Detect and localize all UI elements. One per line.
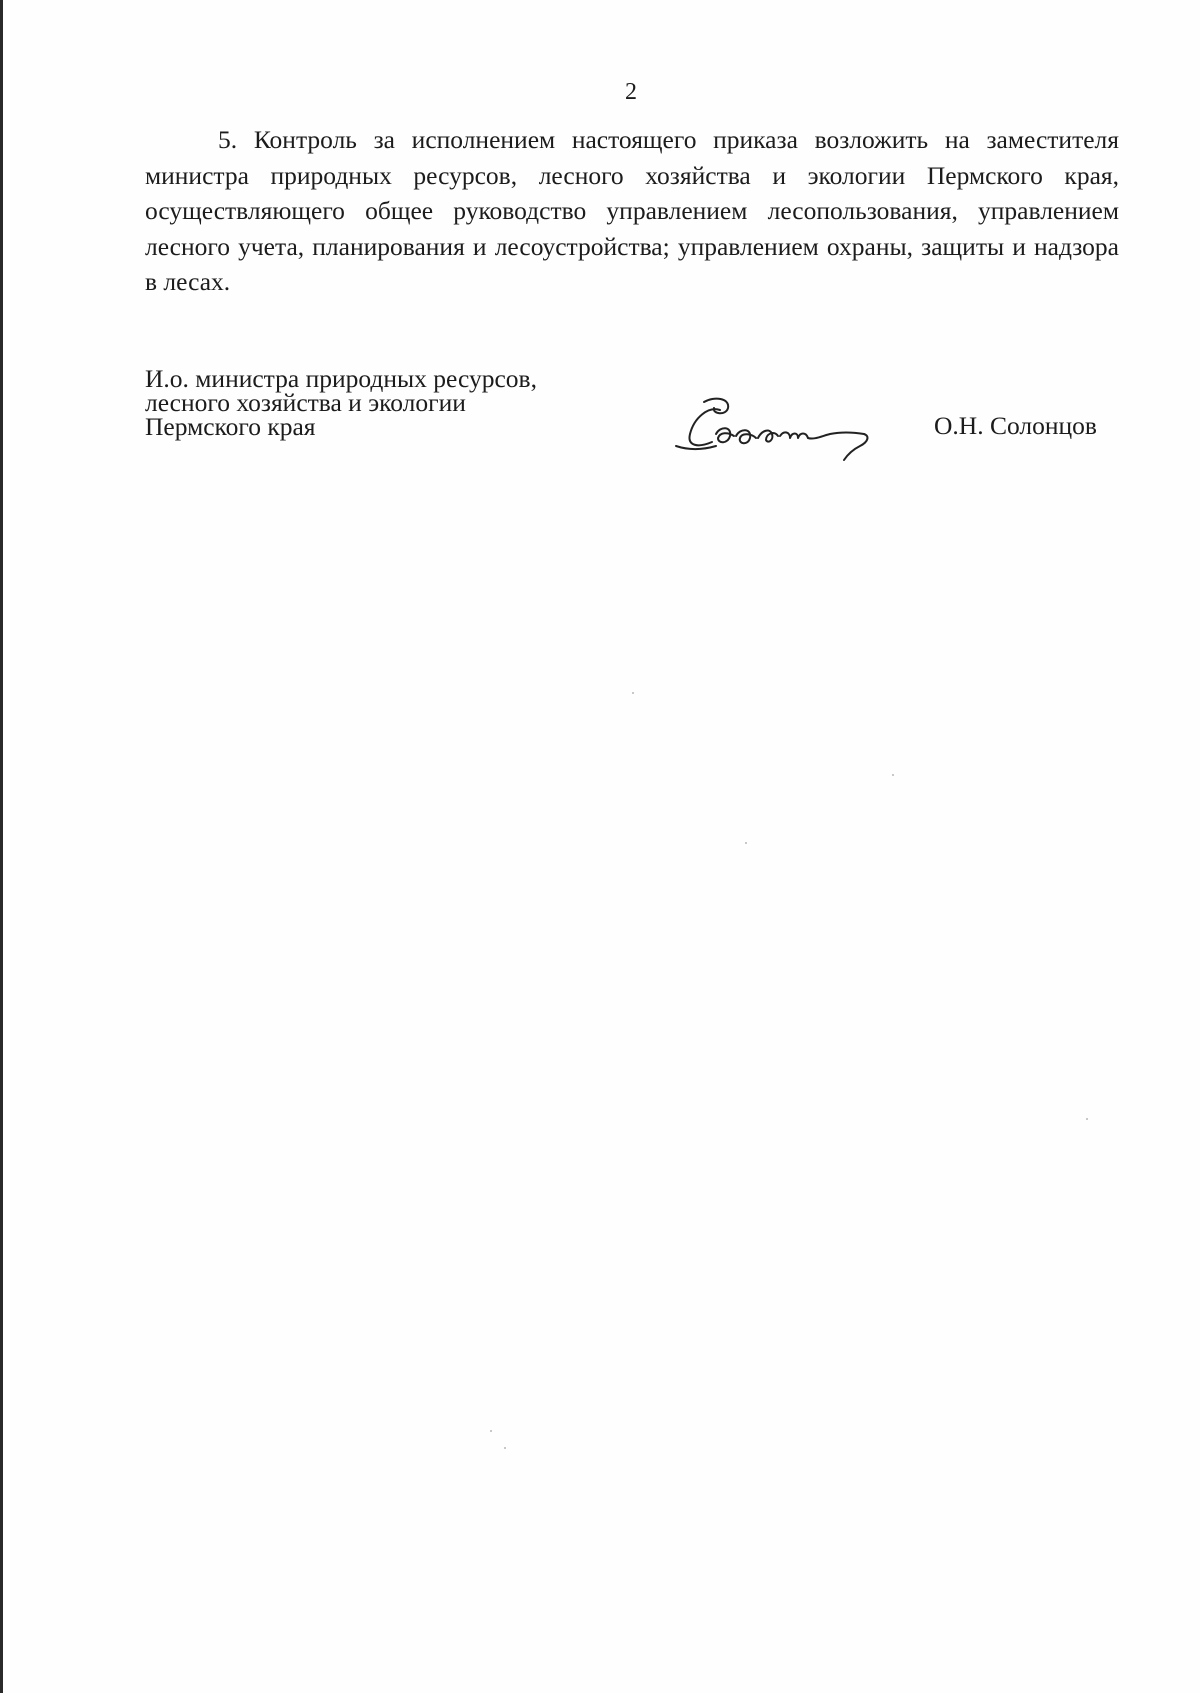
handwritten-signature — [668, 388, 908, 468]
scan-speck — [745, 842, 747, 844]
signer-title — [145, 364, 665, 441]
signer-name: О.Н. Солонцов — [934, 411, 1097, 440]
signer-title-line-1: И.о. министра природных ресурсов, — [145, 364, 537, 393]
scan-speck — [504, 1447, 506, 1449]
scan-edge — [0, 0, 3, 1693]
scan-speck — [632, 692, 634, 694]
order-paragraph-5: 5. Контроль за исполнением настоящего приказа возложить на заместителя министра природных ресурсов, лесного хозяйства и экологии Пермского края, осуществляющего общее руководство управлением лесопользования, управлением лесного учета, планирования и лесоустройства; управлением охраны, защиты и надзора в лесах. — [145, 125, 1119, 296]
signer-title-line-3: Пермского края — [145, 412, 316, 441]
scan-speck — [1086, 1118, 1088, 1120]
scan-speck — [892, 774, 894, 776]
page-number: 2 — [625, 79, 637, 105]
scan-speck — [490, 1430, 492, 1432]
signer-title-line-2: лесного хозяйства и экологии — [145, 388, 466, 417]
